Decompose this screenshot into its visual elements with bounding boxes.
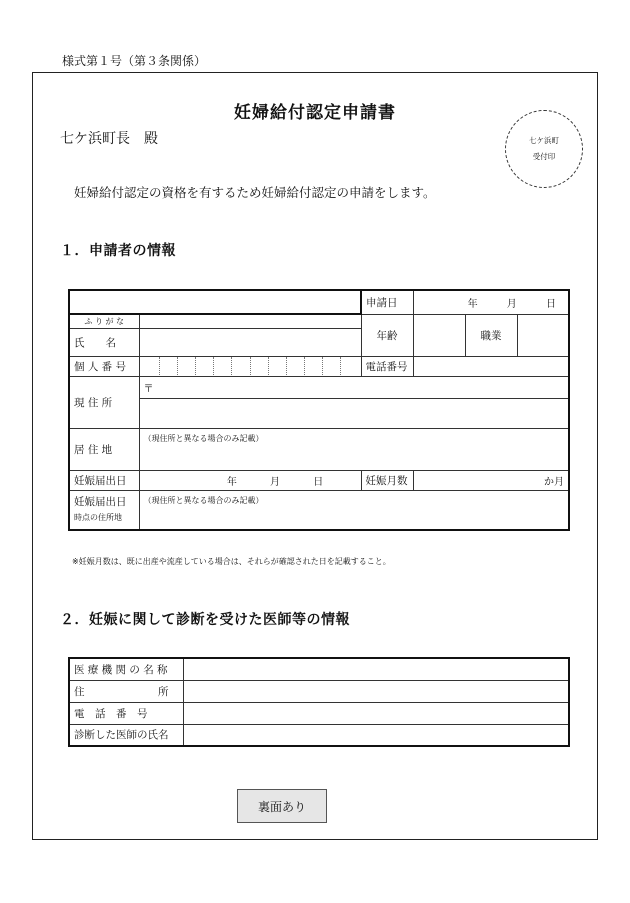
pregnancy-months-field[interactable]: か月 bbox=[413, 470, 569, 490]
addressee: 七ケ浜町長 殿 bbox=[60, 131, 158, 147]
age-field[interactable] bbox=[413, 314, 465, 356]
pregnancy-months-label: 妊娠月数 bbox=[361, 470, 413, 490]
postal-mark: 〒 bbox=[143, 383, 154, 395]
individual-number-field[interactable] bbox=[139, 356, 361, 376]
notification-address-note: （現住所と異なる場合のみ記載） bbox=[143, 495, 264, 505]
furigana-field[interactable] bbox=[139, 314, 361, 328]
residence-label: 居 住 地 bbox=[69, 428, 139, 470]
institution-address-field[interactable] bbox=[183, 680, 569, 702]
notification-address-label: 妊娠届出日 時点の住所地 bbox=[69, 490, 139, 530]
stamp-line2: 受付印 bbox=[532, 152, 556, 161]
notification-date-field[interactable]: 年 月 日 bbox=[139, 470, 361, 490]
postal-code-field[interactable] bbox=[139, 376, 569, 398]
institution-phone-label: 電 話 番 号 bbox=[69, 702, 183, 724]
residence-note: （現住所と異なる場合のみ記載） bbox=[143, 433, 264, 443]
form-code: 様式第１号（第３条関係） bbox=[62, 54, 207, 68]
notification-date-label: 妊娠届出日 bbox=[69, 470, 139, 490]
section2-heading: ２．妊娠に関して診断を受けた医師等の情報 bbox=[60, 612, 350, 628]
institution-address-label: 住 所 bbox=[69, 680, 183, 702]
notification-address-field[interactable] bbox=[139, 490, 569, 530]
furigana-label: ふ り が な bbox=[69, 314, 139, 328]
applicant-table bbox=[68, 289, 570, 531]
application-date-field[interactable]: 年 月 日 bbox=[413, 290, 569, 314]
application-date-label: 申請日 bbox=[361, 290, 413, 314]
section1-heading: １．申請者の情報 bbox=[60, 243, 176, 259]
institution-phone-field[interactable] bbox=[183, 702, 569, 724]
phone-field[interactable] bbox=[413, 356, 569, 376]
doctor-info-table bbox=[68, 657, 570, 747]
form-title: 妊婦給付認定申請書 bbox=[234, 103, 396, 123]
current-address-field[interactable] bbox=[139, 398, 569, 428]
intro-text: 妊婦給付認定の資格を有するため妊婦給付認定の申請をします。 bbox=[74, 185, 436, 200]
occupation-label: 職業 bbox=[465, 314, 517, 356]
blank bbox=[69, 290, 361, 314]
medical-institution-field[interactable] bbox=[183, 658, 569, 680]
footnote: ※妊娠月数は、既に出産や流産している場合は、それらが確認された日を記載すること。 bbox=[72, 557, 391, 566]
current-address-label: 現 住 所 bbox=[69, 376, 139, 428]
name-label: 氏 名 bbox=[69, 328, 139, 356]
residence-field[interactable] bbox=[139, 428, 569, 470]
doctor-name-label: 診断した医師の氏名 bbox=[69, 724, 183, 746]
individual-number-label: 個 人 番 号 bbox=[69, 356, 139, 376]
doctor-name-field[interactable] bbox=[183, 724, 569, 746]
reception-stamp-area bbox=[505, 110, 583, 188]
back-side-button[interactable]: 裏面あり bbox=[237, 789, 327, 823]
age-label: 年齢 bbox=[361, 314, 413, 356]
medical-institution-label: 医 療 機 関 の 名 称 bbox=[69, 658, 183, 680]
occupation-field[interactable] bbox=[517, 314, 569, 356]
stamp-line1: 七ケ浜町 bbox=[529, 136, 559, 145]
phone-label: 電話番号 bbox=[361, 356, 413, 376]
name-field[interactable] bbox=[139, 328, 361, 356]
